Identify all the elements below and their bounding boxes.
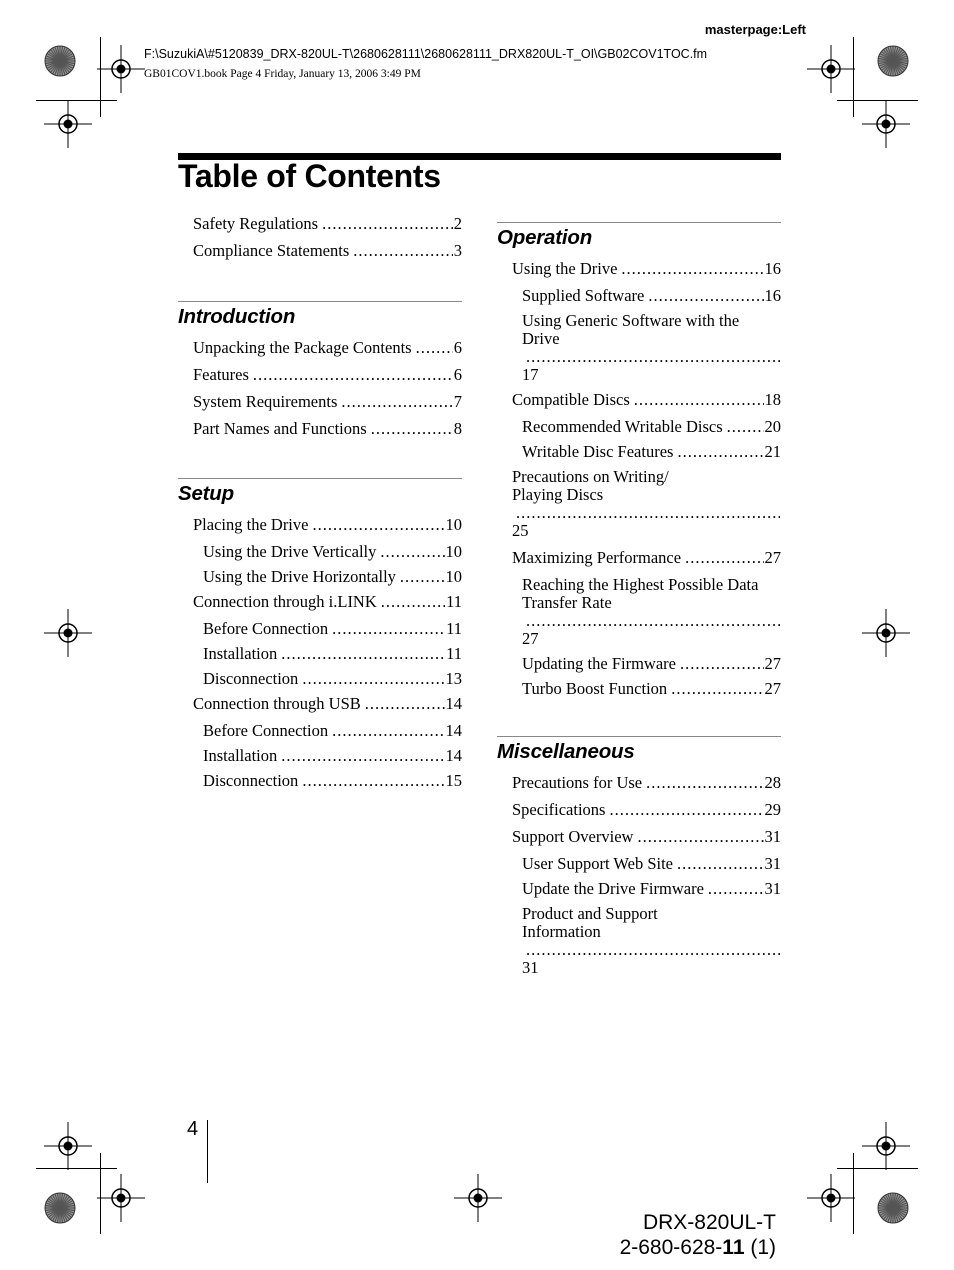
- toc-entry-page: 14: [445, 694, 462, 713]
- toc-entry[interactable]: [512, 391, 781, 409]
- toc-entry-page: 11: [446, 592, 462, 611]
- toc-entry[interactable]: [203, 747, 462, 765]
- toc-entry-page: 31: [764, 827, 781, 846]
- toc-entry-page: 16: [764, 286, 781, 305]
- dot-leader: [677, 855, 764, 873]
- registration-crosshair-icon: [44, 1122, 92, 1170]
- toc-entry-label: Turbo Boost Function: [522, 679, 668, 698]
- toc-entry-page: 27: [764, 548, 781, 567]
- dot-leader: [353, 242, 452, 260]
- crop-line: [853, 37, 854, 117]
- toc-entry[interactable]: [522, 287, 781, 305]
- toc-entry-label: Drive: [522, 329, 560, 348]
- toc-entry-page: 16: [764, 259, 781, 278]
- toc-entry-page: 31: [522, 958, 539, 977]
- toc-entry-page: 8: [453, 419, 462, 438]
- crop-line: [100, 1153, 101, 1234]
- toc-entry-label: Playing Discs: [512, 485, 604, 504]
- toc-entry[interactable]: [522, 905, 781, 977]
- toc-entry-label: Information: [522, 922, 601, 941]
- dot-leader: [302, 670, 444, 688]
- dot-leader: [685, 549, 763, 567]
- toc-entry[interactable]: [522, 655, 781, 673]
- toc-entry[interactable]: [193, 242, 462, 260]
- toc-entry-page: 10: [445, 515, 462, 534]
- toc-entry-label: Using the Drive Vertically: [203, 542, 377, 561]
- toc-left-column: [178, 215, 462, 797]
- toc-entry[interactable]: [522, 880, 781, 898]
- dot-leader: [648, 287, 763, 305]
- dot-leader: [371, 420, 453, 438]
- toc-entry-label: Disconnection: [203, 771, 299, 790]
- toc-entry[interactable]: [193, 339, 462, 357]
- toc-entry-page: 27: [764, 679, 781, 698]
- toc-entry-label: Writable Disc Features: [522, 442, 674, 461]
- registration-crosshair-icon: [97, 45, 145, 93]
- registration-crosshair-icon: [862, 100, 910, 148]
- section-rule: [497, 222, 781, 223]
- crop-line: [837, 100, 918, 101]
- toc-entry[interactable]: [193, 366, 462, 384]
- toc-entry-label: Using the Drive: [512, 259, 618, 278]
- crop-line: [36, 100, 117, 101]
- registration-crosshair-icon: [862, 1122, 910, 1170]
- dot-leader: [416, 339, 453, 357]
- part-number-prefix: 2-680-628-: [619, 1236, 723, 1259]
- toc-entry-label: Part Names and Functions: [193, 419, 367, 438]
- file-path: F:\SuzukiA\#5120839_DRX-820UL-T\2680628111\2680628111_DRX820UL-T_OI\GB02COV1TOC.fm: [144, 47, 708, 61]
- registration-sunburst-icon: [44, 45, 76, 77]
- dot-leader: [680, 655, 764, 673]
- dot-leader: [253, 366, 453, 384]
- dot-leader: [727, 418, 764, 436]
- toc-entry-page: 27: [764, 654, 781, 673]
- toc-entry-page: 3: [453, 241, 462, 260]
- dot-leader: [637, 828, 763, 846]
- toc-entry-page: 17: [522, 365, 539, 384]
- toc-entry[interactable]: [203, 722, 462, 740]
- dot-leader: [526, 612, 780, 630]
- toc-entry-label: Installation: [203, 644, 278, 663]
- crop-line: [36, 1168, 117, 1169]
- toc-entry-page: 28: [764, 773, 781, 792]
- toc-entry[interactable]: [512, 774, 781, 792]
- toc-entry-page: 20: [764, 417, 781, 436]
- toc-entry[interactable]: [203, 772, 462, 790]
- toc-entry[interactable]: [193, 420, 462, 438]
- registration-crosshair-icon: [97, 1174, 145, 1222]
- toc-entry-label-line1: Reaching the Highest Possible Data: [522, 575, 759, 594]
- dot-leader: [332, 620, 445, 638]
- toc-entry[interactable]: [512, 801, 781, 819]
- toc-entry-page: 25: [512, 521, 529, 540]
- toc-entry-label: Compatible Discs: [512, 390, 630, 409]
- dot-leader: [400, 568, 445, 586]
- dot-leader: [380, 543, 444, 561]
- page-number: 4: [187, 1118, 199, 1140]
- toc-entry-label: Precautions for Use: [512, 773, 643, 792]
- toc-entry-page: 6: [453, 338, 462, 357]
- toc-entry-label-line1: Precautions on Writing/: [512, 467, 669, 486]
- registration-crosshair-icon: [44, 609, 92, 657]
- toc-entry-page: 14: [445, 721, 462, 740]
- toc-entry-label: Before Connection: [203, 619, 329, 638]
- dot-leader: [302, 772, 444, 790]
- toc-entry-page: 14: [445, 746, 462, 765]
- crop-line: [853, 1153, 854, 1234]
- masterpage-label: masterpage:Left: [704, 22, 806, 37]
- toc-entry-label: User Support Web Site: [522, 854, 673, 873]
- toc-entry[interactable]: [522, 576, 781, 648]
- dot-leader: [281, 747, 444, 765]
- section-rule: [178, 478, 462, 479]
- toc-entry-page: 21: [764, 442, 781, 461]
- toc-entry[interactable]: [203, 645, 462, 663]
- toc-entry-label: Safety Regulations: [193, 214, 319, 233]
- dot-leader: [634, 391, 764, 409]
- dot-leader: [708, 880, 764, 898]
- model-number: DRX-820UL-T: [642, 1211, 776, 1234]
- toc-entry-label: Compliance Statements: [193, 241, 350, 260]
- toc-entry-label-line1: Product and Support: [522, 904, 658, 923]
- toc-entry-label: Recommended Writable Discs: [522, 417, 723, 436]
- toc-entry-label: Placing the Drive: [193, 515, 309, 534]
- dot-leader: [646, 774, 763, 792]
- dot-leader: [621, 260, 763, 278]
- registration-crosshair-icon: [44, 100, 92, 148]
- dot-leader: [341, 393, 452, 411]
- dot-leader: [526, 941, 780, 959]
- toc-entry-label: Using the Drive Horizontally: [203, 567, 396, 586]
- toc-entry-page: 2: [453, 214, 462, 233]
- registration-crosshair-icon: [862, 609, 910, 657]
- toc-entry-page: 10: [445, 542, 462, 561]
- toc-entry[interactable]: [203, 620, 462, 638]
- toc-entry-label: Maximizing Performance: [512, 548, 682, 567]
- toc-entry[interactable]: [512, 828, 781, 846]
- toc-entry-page: 11: [446, 644, 462, 663]
- toc-entry-label: Specifications: [512, 800, 606, 819]
- toc-entry-label: Before Connection: [203, 721, 329, 740]
- toc-entry[interactable]: [193, 393, 462, 411]
- crop-line: [100, 37, 101, 117]
- dot-leader: [381, 593, 445, 611]
- dot-leader: [322, 215, 453, 233]
- part-number: [620, 1236, 776, 1260]
- registration-sunburst-icon: [877, 1192, 909, 1224]
- toc-entry[interactable]: [522, 680, 781, 698]
- toc-entry-label: Disconnection: [203, 669, 299, 688]
- part-number-suffix: (1): [744, 1236, 776, 1259]
- toc-entry[interactable]: [203, 670, 462, 688]
- toc-entry-label: Connection through USB: [193, 694, 361, 713]
- toc-entry-page: 11: [446, 619, 462, 638]
- toc-entry-label: Unpacking the Package Contents: [193, 338, 412, 357]
- dot-leader: [671, 680, 763, 698]
- section-title: Introduction: [178, 305, 296, 328]
- toc-entry-label: Supplied Software: [522, 286, 645, 305]
- toc-entry[interactable]: [522, 312, 781, 384]
- registration-crosshair-icon: [807, 45, 855, 93]
- toc-entry-page: 7: [453, 392, 462, 411]
- toc-entry[interactable]: [522, 418, 781, 436]
- part-number-bold: 11: [722, 1236, 745, 1259]
- toc-entry-page: 13: [445, 669, 462, 688]
- toc-entry-label: Update the Drive Firmware: [522, 879, 704, 898]
- dot-leader: [312, 516, 444, 534]
- toc-entry-page: 6: [453, 365, 462, 384]
- toc-entry[interactable]: [522, 855, 781, 873]
- toc-entry-label: System Requirements: [193, 392, 338, 411]
- toc-entry[interactable]: [203, 568, 462, 586]
- toc-entry-page: 18: [764, 390, 781, 409]
- book-info: GB01COV1.book Page 4 Friday, January 13, 2006 3:49 PM: [144, 68, 421, 80]
- registration-sunburst-icon: [44, 1192, 76, 1224]
- crop-line: [837, 1168, 918, 1169]
- toc-entry[interactable]: [193, 516, 462, 534]
- dot-leader: [516, 504, 780, 522]
- toc-entry-label: Support Overview: [512, 827, 634, 846]
- toc-entry-page: 15: [445, 771, 462, 790]
- toc-entry-page: 27: [522, 629, 539, 648]
- toc-entry[interactable]: [193, 695, 462, 713]
- dot-leader: [526, 348, 780, 366]
- toc-entry[interactable]: [512, 468, 781, 540]
- registration-crosshair-icon: [454, 1174, 502, 1222]
- toc-entry-page: 29: [764, 800, 781, 819]
- toc-entry-page: 31: [764, 879, 781, 898]
- section-title: Setup: [178, 482, 234, 505]
- dot-leader: [609, 801, 763, 819]
- dot-leader: [365, 695, 445, 713]
- toc-entry-label: Updating the Firmware: [522, 654, 676, 673]
- toc-entry-page: 31: [764, 854, 781, 873]
- toc-entry-label-line1: Using Generic Software with the: [522, 311, 740, 330]
- section-title: Operation: [497, 226, 593, 249]
- section-title: Miscellaneous: [497, 740, 635, 763]
- toc-entry[interactable]: [193, 593, 462, 611]
- toc-right-column: [497, 222, 781, 984]
- toc-entry[interactable]: [512, 549, 781, 567]
- page-title: Table of Contents: [178, 158, 441, 194]
- toc-entry[interactable]: [512, 260, 781, 278]
- dot-leader: [677, 443, 763, 461]
- toc-entry-page: 10: [445, 567, 462, 586]
- toc-entry-label: Features: [193, 365, 249, 384]
- toc-entry-label: Connection through i.LINK: [193, 592, 377, 611]
- registration-sunburst-icon: [877, 45, 909, 77]
- toc-entry-label: Transfer Rate: [522, 593, 612, 612]
- section-rule: [178, 301, 462, 302]
- toc-entry-label: Installation: [203, 746, 278, 765]
- toc-entry[interactable]: [522, 443, 781, 461]
- dot-leader: [281, 645, 445, 663]
- dot-leader: [332, 722, 444, 740]
- section-rule: [497, 736, 781, 737]
- toc-entry[interactable]: [193, 215, 462, 233]
- page-number-rule: [207, 1120, 208, 1183]
- registration-crosshair-icon: [807, 1174, 855, 1222]
- toc-entry[interactable]: [203, 543, 462, 561]
